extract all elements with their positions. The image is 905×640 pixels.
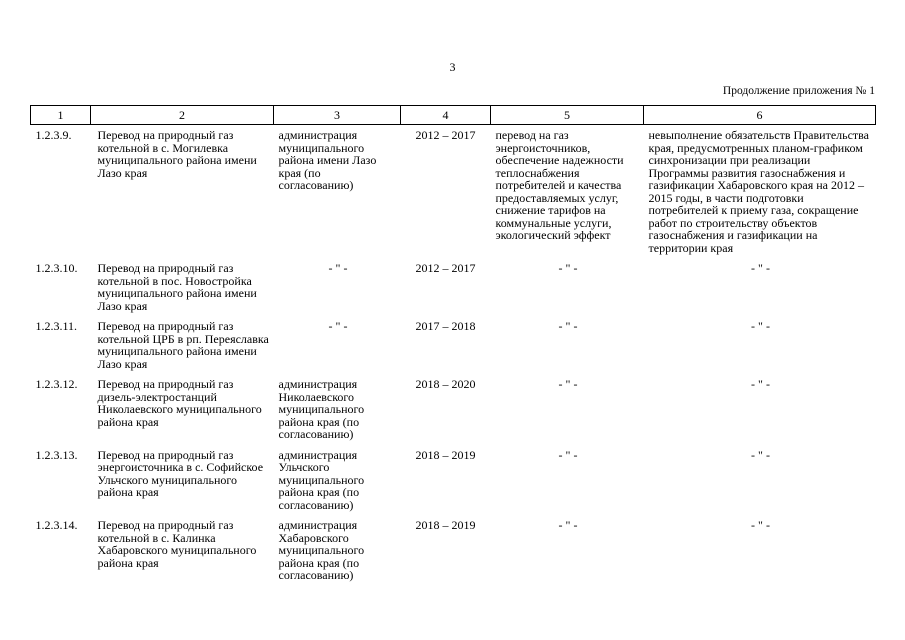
column-header: 2 xyxy=(91,106,274,125)
expected-result: - " - xyxy=(558,518,578,532)
executor: администрация муниципального района имени Лазо края (по согласованию) xyxy=(278,128,377,192)
activity-name: Перевод на природный газ котельной ЦРБ в рп. Переяславка муниципального района имени Лазо края xyxy=(97,319,269,371)
expected-result: - " - xyxy=(558,319,578,333)
executor: администрация Хабаровского муниципального района края (по согласованию) xyxy=(278,518,365,582)
column-header: 6 xyxy=(644,106,876,125)
row-number: 1.2.3.13. xyxy=(35,447,78,462)
consequence: - " - xyxy=(751,377,770,391)
period: 2018 – 2019 xyxy=(415,447,476,462)
expected-result: - " - xyxy=(558,377,578,391)
expected-result: - " - xyxy=(558,261,578,275)
period: 2018 – 2020 xyxy=(415,377,476,391)
period: 2018 – 2019 xyxy=(415,518,476,532)
column-header: 1 xyxy=(31,106,91,125)
consequence: - " - xyxy=(751,518,770,532)
column-header: 3 xyxy=(274,106,401,125)
period: 2012 – 2017 xyxy=(415,128,476,142)
continuation-label: Продолжение приложения № 1 xyxy=(722,85,875,97)
table-row xyxy=(31,258,876,316)
page-number: 3 xyxy=(449,60,456,74)
row-number: 1.2.3.14. xyxy=(35,518,78,532)
activity-name: Перевод на природный газ котельной в с. Могилевка муниципального района имени Лазо края xyxy=(97,128,257,180)
activity-name: Перевод на природный газ энергоисточника в с. Софийское Ульчского муниципального района края xyxy=(97,447,264,499)
activity-name: Перевод на природный газ котельной в пос. Новостройка муниципального района имени Лазо края xyxy=(97,261,257,313)
row-number: 1.2.3.9. xyxy=(35,128,72,142)
expected-result: - " - xyxy=(558,447,578,462)
row-number: 1.2.3.10. xyxy=(35,261,78,275)
executor: администрация Ульчского муниципального района края (по согласованию) xyxy=(278,447,365,512)
executor: - " - xyxy=(328,261,348,275)
consequence: - " - xyxy=(751,319,770,333)
activity-name: Перевод на природный газ котельной в с. Калинка Хабаровского муниципального района края xyxy=(97,518,257,570)
table-row xyxy=(31,125,876,259)
table-row xyxy=(31,374,876,445)
consequence: - " - xyxy=(751,447,770,462)
period: 2017 – 2018 xyxy=(415,319,476,333)
expected-result: перевод на газ энергоисточников, обеспечение надежности теплоснабжения потребителей и качества предоставляемых услуг, снижение тарифов на коммунальные услуги, экологический эффект xyxy=(495,128,624,242)
executor: - " - xyxy=(328,319,348,333)
column-header: 4 xyxy=(401,106,491,125)
executor: администрация Николаевского муниципального района края (по согласованию) xyxy=(278,377,365,441)
row-number: 1.2.3.11. xyxy=(35,319,78,333)
table-row xyxy=(31,316,876,374)
activities-table xyxy=(30,105,876,586)
consequence: - " - xyxy=(751,261,770,275)
activity-name: Перевод на природный газ дизель-электростанций Николаевского муниципального района края xyxy=(97,377,262,429)
row-number: 1.2.3.12. xyxy=(35,377,78,391)
table-header-row xyxy=(31,106,876,125)
table-row xyxy=(31,445,876,516)
consequence: невыполнение обязательств Правительства края, предусмотренных планом-графиком синхронизации при реализации Программы развития газоснабжения и газификации Хабаровского края на 2012 – 2015 годы, в части подготовки потребителей к приему газа, сокращение работ по строительству объектов газоснабжения и газификации на территории края xyxy=(648,128,870,255)
table-row xyxy=(31,515,876,586)
column-header: 5 xyxy=(491,106,644,125)
period: 2012 – 2017 xyxy=(415,261,476,275)
